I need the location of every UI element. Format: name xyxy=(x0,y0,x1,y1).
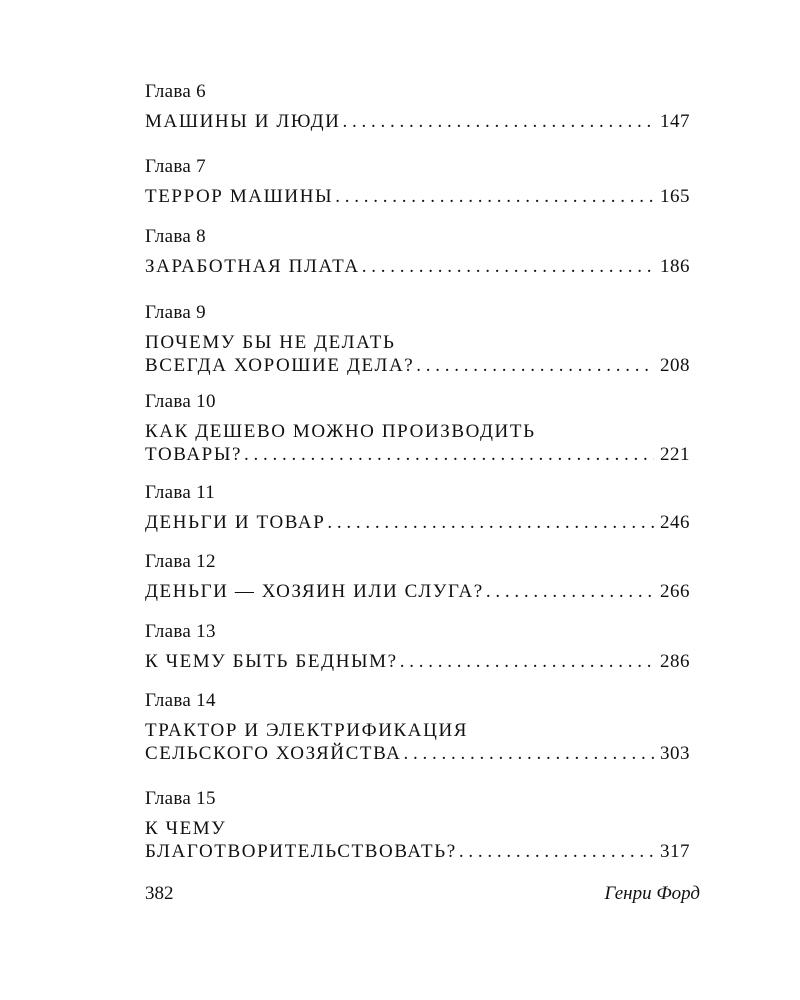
toc-leader-line xyxy=(145,110,690,133)
dot-leader xyxy=(400,650,654,673)
chapter-title-text: МАШИНЫ И ЛЮДИ xyxy=(145,111,341,132)
toc-entry xyxy=(145,787,690,867)
dot-leader xyxy=(403,742,654,765)
dot-leader xyxy=(244,443,654,466)
toc-leader-line xyxy=(145,185,690,208)
chapter-title-text: ДЕНЬГИ — ХОЗЯИН ИЛИ СЛУГА? xyxy=(145,581,484,602)
page-number: 208 xyxy=(660,355,690,376)
page-number: 186 xyxy=(660,256,690,277)
dot-leader xyxy=(335,185,654,208)
chapter-label: Глава 9 xyxy=(145,302,206,323)
page-number: 221 xyxy=(660,444,690,465)
chapter-title-text: ЗАРАБОТНАЯ ПЛАТА xyxy=(145,256,360,277)
chapter-title xyxy=(145,580,690,603)
toc-leader-line xyxy=(145,840,690,863)
toc-leader-line xyxy=(145,255,690,278)
dot-leader xyxy=(342,110,654,133)
toc-leader-line xyxy=(145,650,690,673)
toc-entry xyxy=(145,301,690,390)
chapter-title-text: СЕЛЬСКОГО ХОЗЯЙСТВА xyxy=(145,743,402,764)
footer-page-number: 382 xyxy=(145,883,174,904)
toc-leader-line xyxy=(145,443,690,466)
chapter-title xyxy=(145,110,690,133)
toc-leader-line xyxy=(145,354,690,377)
chapter-title-text: ТОВАРЫ? xyxy=(145,444,243,465)
chapter-title-text: БЛАГОТВОРИТЕЛЬСТВОВАТЬ? xyxy=(145,841,457,862)
page-number: 286 xyxy=(660,651,690,672)
footer-author: Генри Форд xyxy=(604,883,700,904)
chapter-label: Глава 13 xyxy=(145,621,216,642)
chapter-title-text: К ЧЕМУ БЫТЬ БЕДНЫМ? xyxy=(145,651,398,672)
chapter-title-line: ТРАКТОР И ЭЛЕКТРИФИКАЦИЯ xyxy=(145,720,469,741)
chapter-label: Глава 10 xyxy=(145,391,216,412)
chapter-title xyxy=(145,185,690,208)
chapter-title-text: ВСЕГДА ХОРОШИЕ ДЕЛА? xyxy=(145,355,415,376)
chapter-label: Глава 15 xyxy=(145,788,216,809)
chapter-label: Глава 8 xyxy=(145,226,206,247)
chapter-title xyxy=(145,650,690,673)
dot-leader xyxy=(327,511,654,534)
page-number: 303 xyxy=(660,743,690,764)
toc-entry xyxy=(145,80,690,155)
page-number: 266 xyxy=(660,581,690,602)
chapter-title-text: ТЕРРОР МАШИНЫ xyxy=(145,186,334,207)
page-footer xyxy=(145,882,700,906)
chapter-label: Глава 14 xyxy=(145,690,216,711)
toc-entry xyxy=(145,225,690,301)
dot-leader xyxy=(486,580,654,603)
toc-leader-line xyxy=(145,742,690,765)
page-number: 246 xyxy=(660,512,690,533)
toc-entry xyxy=(145,620,690,689)
chapter-title xyxy=(145,255,690,278)
chapter-title-line: К ЧЕМУ xyxy=(145,818,227,839)
chapter-title xyxy=(145,420,690,466)
chapter-title xyxy=(145,511,690,534)
chapter-label: Глава 6 xyxy=(145,81,206,102)
toc-entry xyxy=(145,689,690,787)
chapter-title-line: КАК ДЕШЕВО МОЖНО ПРОИЗВОДИТЬ xyxy=(145,421,536,442)
toc-entry xyxy=(145,550,690,620)
dot-leader xyxy=(416,354,654,377)
chapter-label: Глава 7 xyxy=(145,156,206,177)
toc-entry xyxy=(145,390,690,481)
toc-entry xyxy=(145,155,690,225)
page-number: 165 xyxy=(660,186,690,207)
chapter-label: Глава 11 xyxy=(145,482,216,503)
dot-leader xyxy=(362,255,654,278)
chapter-title-line: ПОЧЕМУ БЫ НЕ ДЕЛАТЬ xyxy=(145,332,396,353)
page-number: 317 xyxy=(660,841,690,862)
chapter-title-text: ДЕНЬГИ И ТОВАР xyxy=(145,512,326,533)
table-of-contents xyxy=(145,80,690,867)
chapter-title xyxy=(145,719,690,765)
chapter-label: Глава 12 xyxy=(145,551,216,572)
toc-leader-line xyxy=(145,580,690,603)
chapter-title xyxy=(145,331,690,377)
page-number: 147 xyxy=(660,111,690,132)
toc-entry xyxy=(145,481,690,550)
dot-leader xyxy=(459,840,654,863)
chapter-title xyxy=(145,817,690,863)
toc-leader-line xyxy=(145,511,690,534)
